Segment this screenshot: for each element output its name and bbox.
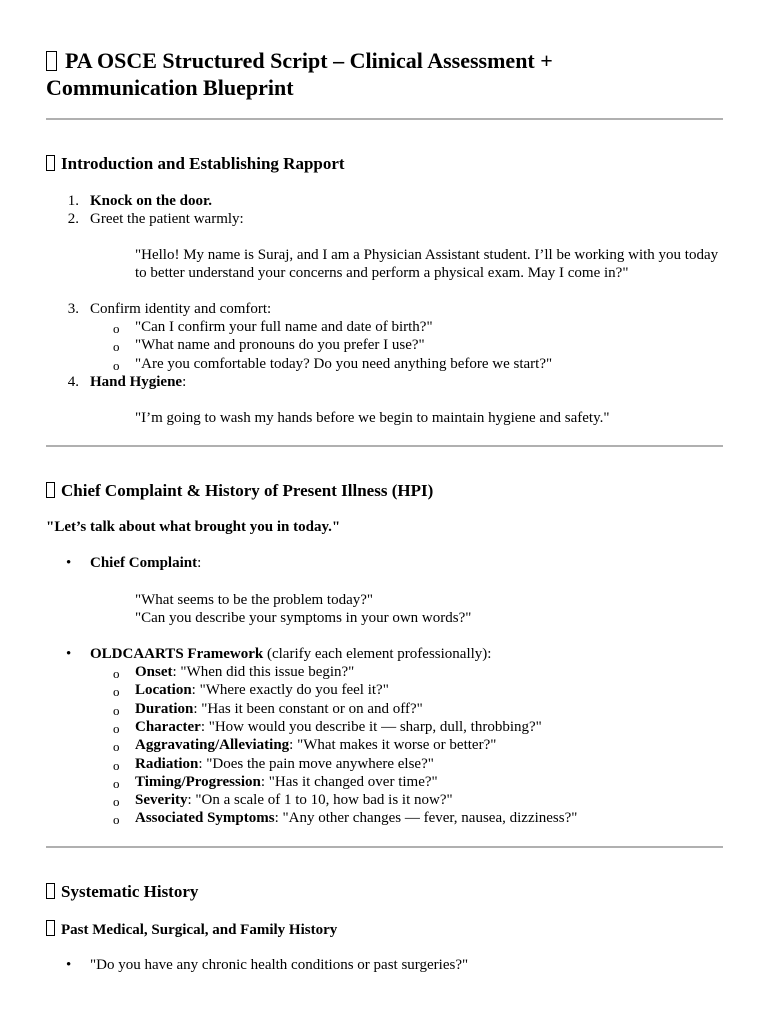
circle-bullet: o bbox=[113, 775, 120, 791]
divider bbox=[46, 118, 723, 120]
circle-bullet: o bbox=[113, 684, 120, 700]
bullet: • bbox=[66, 555, 72, 571]
circle-bullet: o bbox=[113, 666, 120, 681]
cc-quote: "What seems to be the problem today?" bbox=[135, 592, 374, 608]
circle-bullet: o bbox=[113, 739, 120, 755]
circle-bullet: o bbox=[113, 358, 120, 373]
oldcaarts-item: Timing/Progression: "Has it changed over time?" bbox=[135, 773, 438, 790]
section-heading-systematic: Systematic History bbox=[46, 882, 198, 902]
circle-bullet: o bbox=[113, 757, 120, 773]
oldcaarts-item: Onset: "When did this issue begin?" bbox=[135, 664, 355, 680]
circle-bullet: o bbox=[113, 339, 120, 354]
divider bbox=[46, 445, 723, 447]
circle-bullet: o bbox=[113, 794, 120, 810]
greeting-quote-line2: to better understand your concerns and perform a physical exam. May I come in?" bbox=[135, 265, 629, 281]
missing-glyph-icon bbox=[46, 920, 55, 936]
chief-complaint-label: Chief Complaint: bbox=[90, 555, 202, 571]
confirm-item: "Are you comfortable today? Do you need anything before we start?" bbox=[135, 356, 553, 372]
subheading-pmh: Past Medical, Surgical, and Family History bbox=[46, 920, 337, 939]
hpi-opener: "Let’s talk about what brought you in today." bbox=[46, 519, 341, 535]
list-number: 1. bbox=[67, 193, 79, 209]
step-hygiene: Hand Hygiene: bbox=[90, 374, 187, 390]
confirm-item: "Can I confirm your full name and date of birth?" bbox=[135, 319, 433, 335]
oldcaarts-item: Duration: "Has it been constant or on and off?" bbox=[135, 700, 423, 717]
section-heading-intro: Introduction and Establishing Rapport bbox=[46, 154, 345, 174]
page-title: PA OSCE Structured Script – Clinical Assessment + Communication Blueprint bbox=[46, 48, 553, 100]
list-number: 2. bbox=[67, 211, 79, 227]
missing-glyph-icon bbox=[46, 883, 55, 899]
cc-quote: "Can you describe your symptoms in your own words?" bbox=[135, 610, 472, 626]
step-greet: Greet the patient warmly: bbox=[90, 211, 244, 227]
oldcaarts-item: Radiation: "Does the pain move anywhere else?" bbox=[135, 755, 434, 772]
list-number: 4. bbox=[67, 374, 79, 390]
greeting-quote-line1: "Hello! My name is Suraj, and I am a Physician Assistant student. I’ll be working with you today bbox=[135, 247, 719, 263]
missing-glyph-icon bbox=[46, 51, 57, 71]
oldcaarts-item: Associated Symptoms: "Any other changes — fever, nausea, dizziness?" bbox=[135, 810, 578, 827]
oldcaarts-item: Severity: "On a scale of 1 to 10, how bad is it now?" bbox=[135, 792, 453, 809]
circle-bullet: o bbox=[113, 720, 120, 736]
hygiene-quote: "I’m going to wash my hands before we begin to maintain hygiene and safety." bbox=[135, 410, 610, 426]
step-knock: Knock on the door. bbox=[90, 193, 212, 209]
circle-bullet: o bbox=[113, 812, 120, 828]
bullet: • bbox=[66, 646, 72, 662]
oldcaarts-item: Location: "Where exactly do you feel it?" bbox=[135, 682, 389, 699]
framework-label: OLDCAARTS Framework (clarify each element professionally): bbox=[90, 646, 492, 662]
section-heading-hpi: Chief Complaint & History of Present Illness (HPI) bbox=[46, 481, 433, 501]
history-item: "Do you have any chronic health conditions or past surgeries?" bbox=[90, 957, 469, 973]
missing-glyph-icon bbox=[46, 155, 55, 171]
step-confirm: Confirm identity and comfort: bbox=[90, 301, 272, 317]
divider bbox=[46, 846, 723, 848]
list-number: 3. bbox=[67, 301, 79, 317]
oldcaarts-item: Aggravating/Alleviating: "What makes it worse or better?" bbox=[135, 737, 497, 754]
missing-glyph-icon bbox=[46, 482, 55, 498]
circle-bullet: o bbox=[113, 321, 120, 336]
oldcaarts-item: Character: "How would you describe it — sharp, dull, throbbing?" bbox=[135, 718, 542, 735]
bullet: • bbox=[66, 957, 72, 973]
confirm-item: "What name and pronouns do you prefer I use?" bbox=[135, 337, 425, 353]
circle-bullet: o bbox=[113, 702, 120, 718]
